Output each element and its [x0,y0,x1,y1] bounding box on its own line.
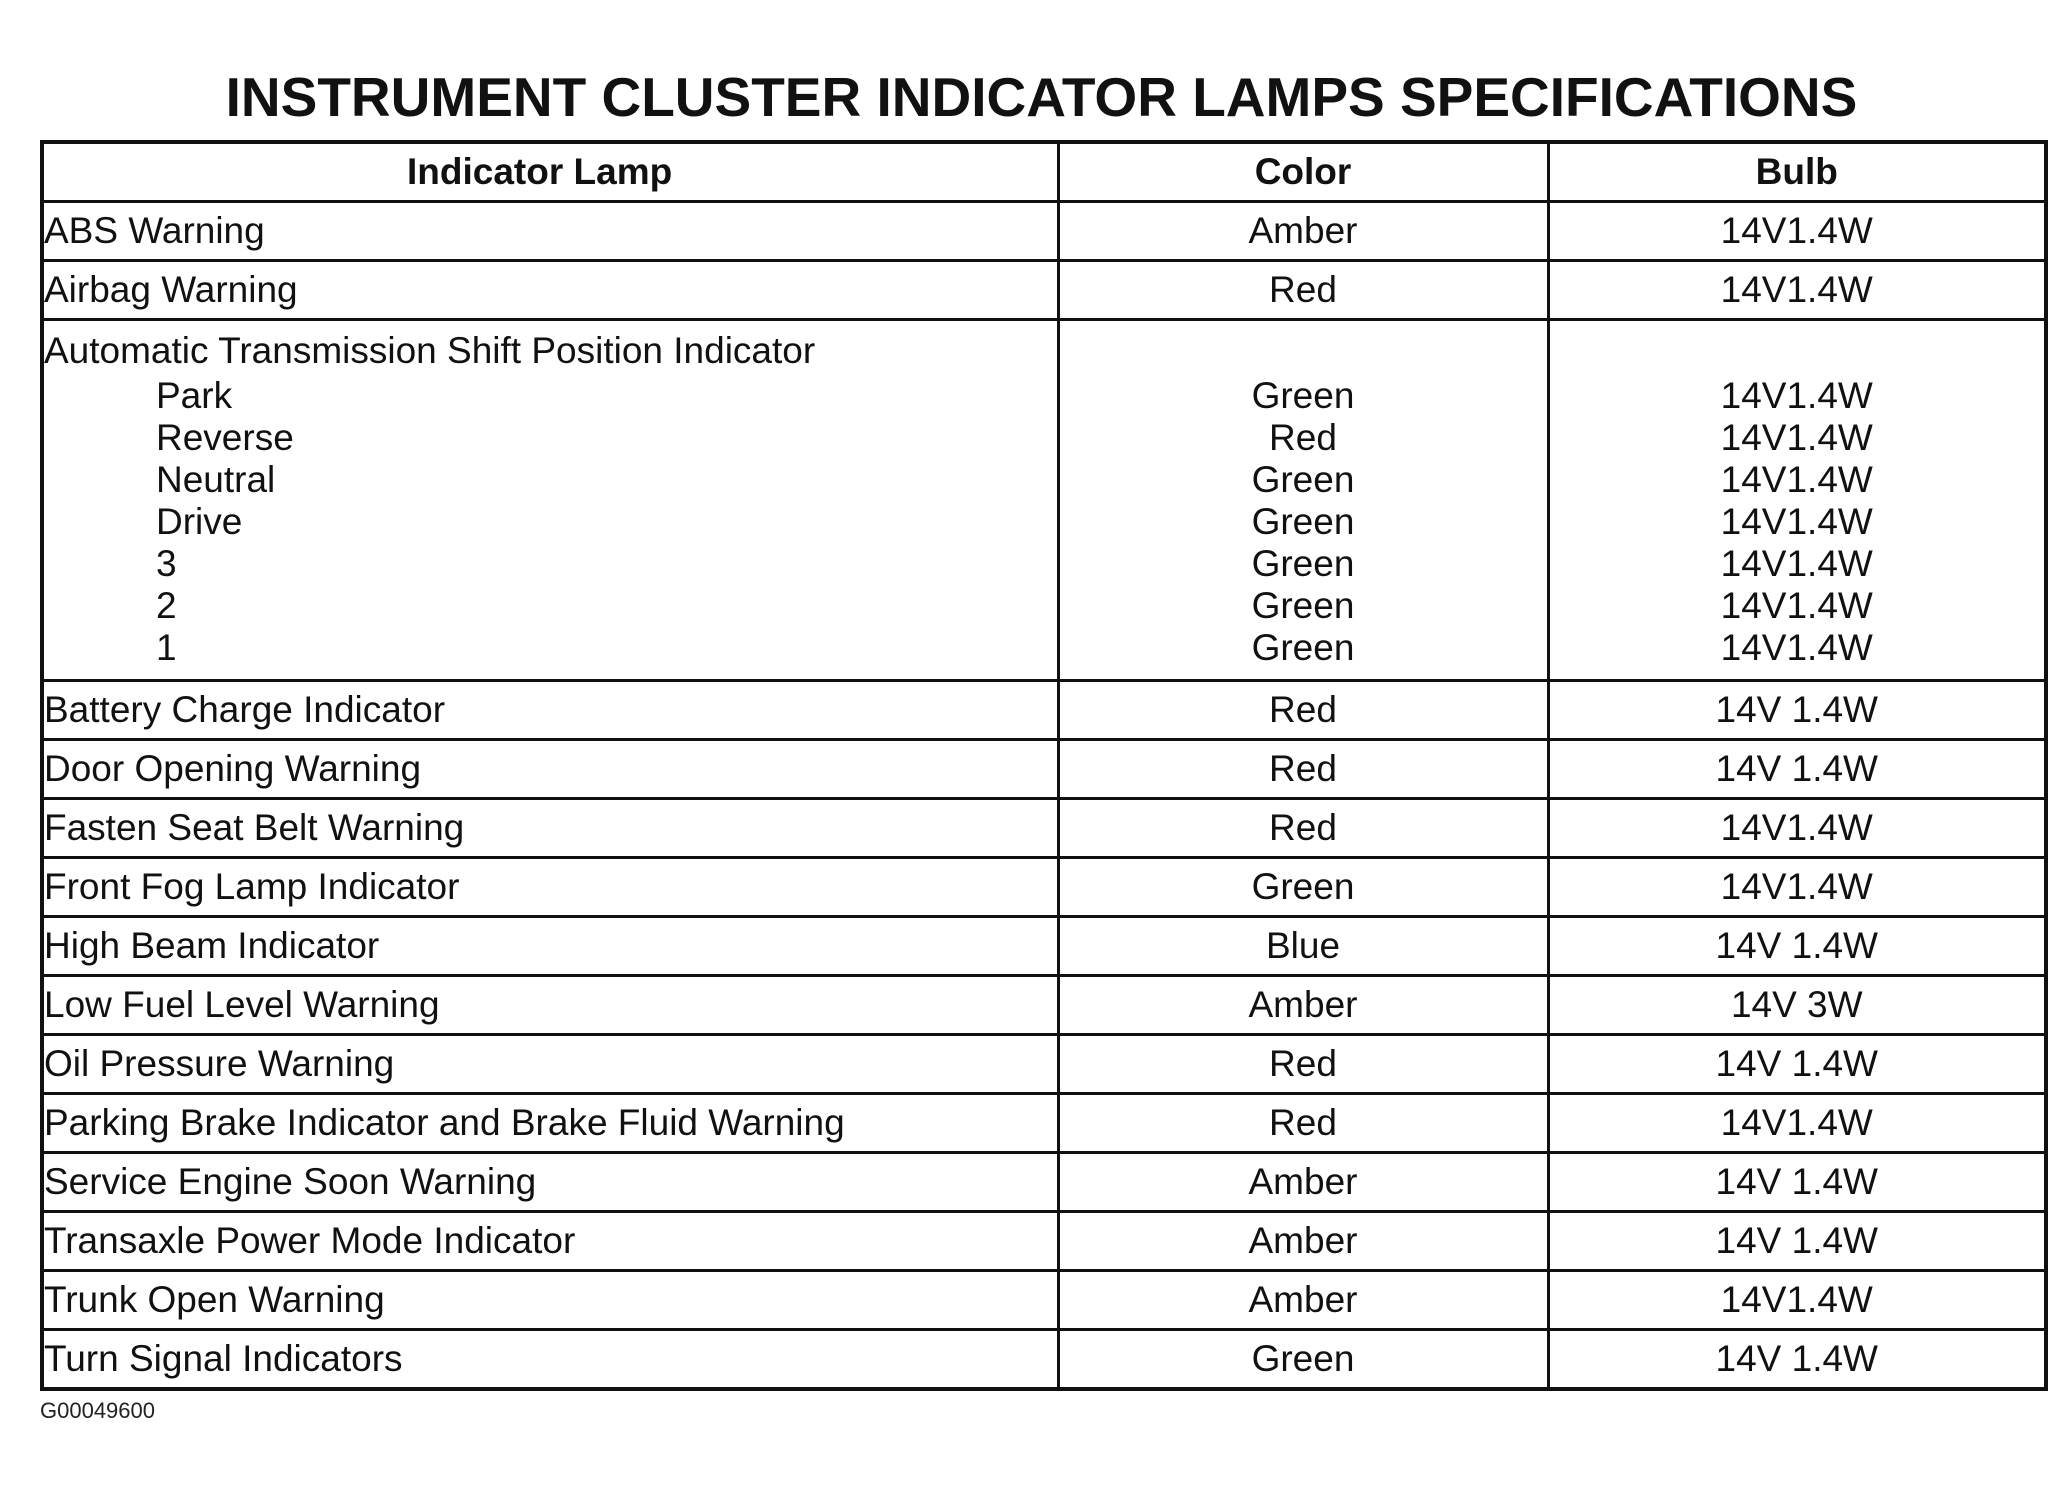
table-row [42,976,2046,1035]
color-cell: Red [1058,799,1548,858]
lamp-cell: Transaxle Power Mode Indicator [42,1212,1058,1271]
bulb-cell: 14V 1.4W [1548,1212,2046,1271]
table-row [42,1212,2046,1271]
shift-position-color: Green [1251,501,1355,542]
shift-position-bulb: 14V1.4W [1720,501,1873,542]
color-cell: Green [1058,858,1548,917]
header-row [42,142,2046,202]
color-cell: Green [1058,1330,1548,1390]
header-bulb: Bulb [1548,142,2046,202]
table-row [42,1035,2046,1094]
shift-position-label: Neutral [156,459,276,500]
shift-group-color-cell [1058,320,1548,681]
bulb-cell: 14V1.4W [1548,1271,2046,1330]
bulb-cell: 14V 1.4W [1548,681,2046,740]
table-row [42,681,2046,740]
lamp-cell: Fasten Seat Belt Warning [42,799,1058,858]
color-cell: Amber [1058,202,1548,261]
shift-position-bulb: 14V1.4W [1720,417,1873,458]
table-row [42,1330,2046,1390]
shift-group-lamp-cell [42,320,1058,681]
lamp-cell: High Beam Indicator [42,917,1058,976]
bulb-cell: 14V 1.4W [1548,1153,2046,1212]
shift-position-bulb: 14V1.4W [1720,627,1873,668]
header-indicator-lamp: Indicator Lamp [42,142,1058,202]
shift-position-label: 1 [156,627,177,668]
spec-table [40,140,2048,1391]
table-row [42,1153,2046,1212]
bulb-cell: 14V 1.4W [1548,1330,2046,1390]
color-cell: Amber [1058,1212,1548,1271]
shift-position-color: Green [1251,627,1355,668]
shift-position-label: Park [156,375,233,416]
shift-position-group-row [42,320,2046,681]
lamp-cell: Door Opening Warning [42,740,1058,799]
group-spacer [1550,327,2045,375]
bulb-cell: 14V 1.4W [1548,740,2046,799]
color-cell: Red [1058,261,1548,320]
page-title: INSTRUMENT CLUSTER INDICATOR LAMPS SPECIFICATIONS [225,66,1858,128]
shift-position-color: Green [1251,543,1355,584]
table-row [42,799,2046,858]
table-row [42,261,2046,320]
lamp-cell: Service Engine Soon Warning [42,1153,1058,1212]
bulb-cell: 14V1.4W [1548,1094,2046,1153]
shift-group-heading: Automatic Transmission Shift Position Indicator [44,330,816,371]
shift-position-color: Green [1251,375,1355,416]
lamp-cell: Low Fuel Level Warning [42,976,1058,1035]
color-cell: Red [1058,681,1548,740]
lamp-cell: Trunk Open Warning [42,1271,1058,1330]
table-row [42,202,2046,261]
shift-position-bulb: 14V1.4W [1720,585,1873,626]
shift-group-bulb-cell [1548,320,2046,681]
shift-position-label: Drive [156,501,243,542]
figure-code: G00049600 [40,1398,155,1423]
shift-position-color: Green [1251,585,1355,626]
color-cell: Red [1058,1035,1548,1094]
bulb-cell: 14V1.4W [1548,261,2046,320]
table-row [42,858,2046,917]
color-cell: Red [1058,740,1548,799]
header-color: Color [1058,142,1548,202]
lamp-cell: Front Fog Lamp Indicator [42,858,1058,917]
shift-position-color: Green [1251,459,1355,500]
color-cell: Amber [1058,1153,1548,1212]
table-row [42,1271,2046,1330]
lamp-cell: Battery Charge Indicator [42,681,1058,740]
bulb-cell: 14V 1.4W [1548,1035,2046,1094]
lamp-cell: Airbag Warning [42,261,1058,320]
color-cell: Red [1058,1094,1548,1153]
color-cell: Amber [1058,1271,1548,1330]
lamp-cell: Turn Signal Indicators [42,1330,1058,1390]
shift-position-color: Red [1269,417,1337,458]
shift-position-bulb: 14V1.4W [1720,375,1873,416]
lamp-cell: Oil Pressure Warning [42,1035,1058,1094]
table-row [42,740,2046,799]
shift-position-label: 2 [156,585,177,626]
bulb-cell: 14V1.4W [1548,858,2046,917]
bulb-cell: 14V 1.4W [1548,917,2046,976]
bulb-cell: 14V1.4W [1548,799,2046,858]
bulb-cell: 14V1.4W [1548,202,2046,261]
lamp-cell: ABS Warning [42,202,1058,261]
shift-position-label: Reverse [156,417,294,458]
color-cell: Amber [1058,976,1548,1035]
shift-position-bulb: 14V1.4W [1720,543,1873,584]
table-row [42,1094,2046,1153]
color-cell: Blue [1058,917,1548,976]
table-row [42,917,2046,976]
group-spacer [1060,327,1547,375]
shift-position-bulb: 14V1.4W [1720,459,1873,500]
lamp-cell: Parking Brake Indicator and Brake Fluid Warning [42,1094,1058,1153]
bulb-cell: 14V 3W [1548,976,2046,1035]
shift-position-label: 3 [156,543,177,584]
